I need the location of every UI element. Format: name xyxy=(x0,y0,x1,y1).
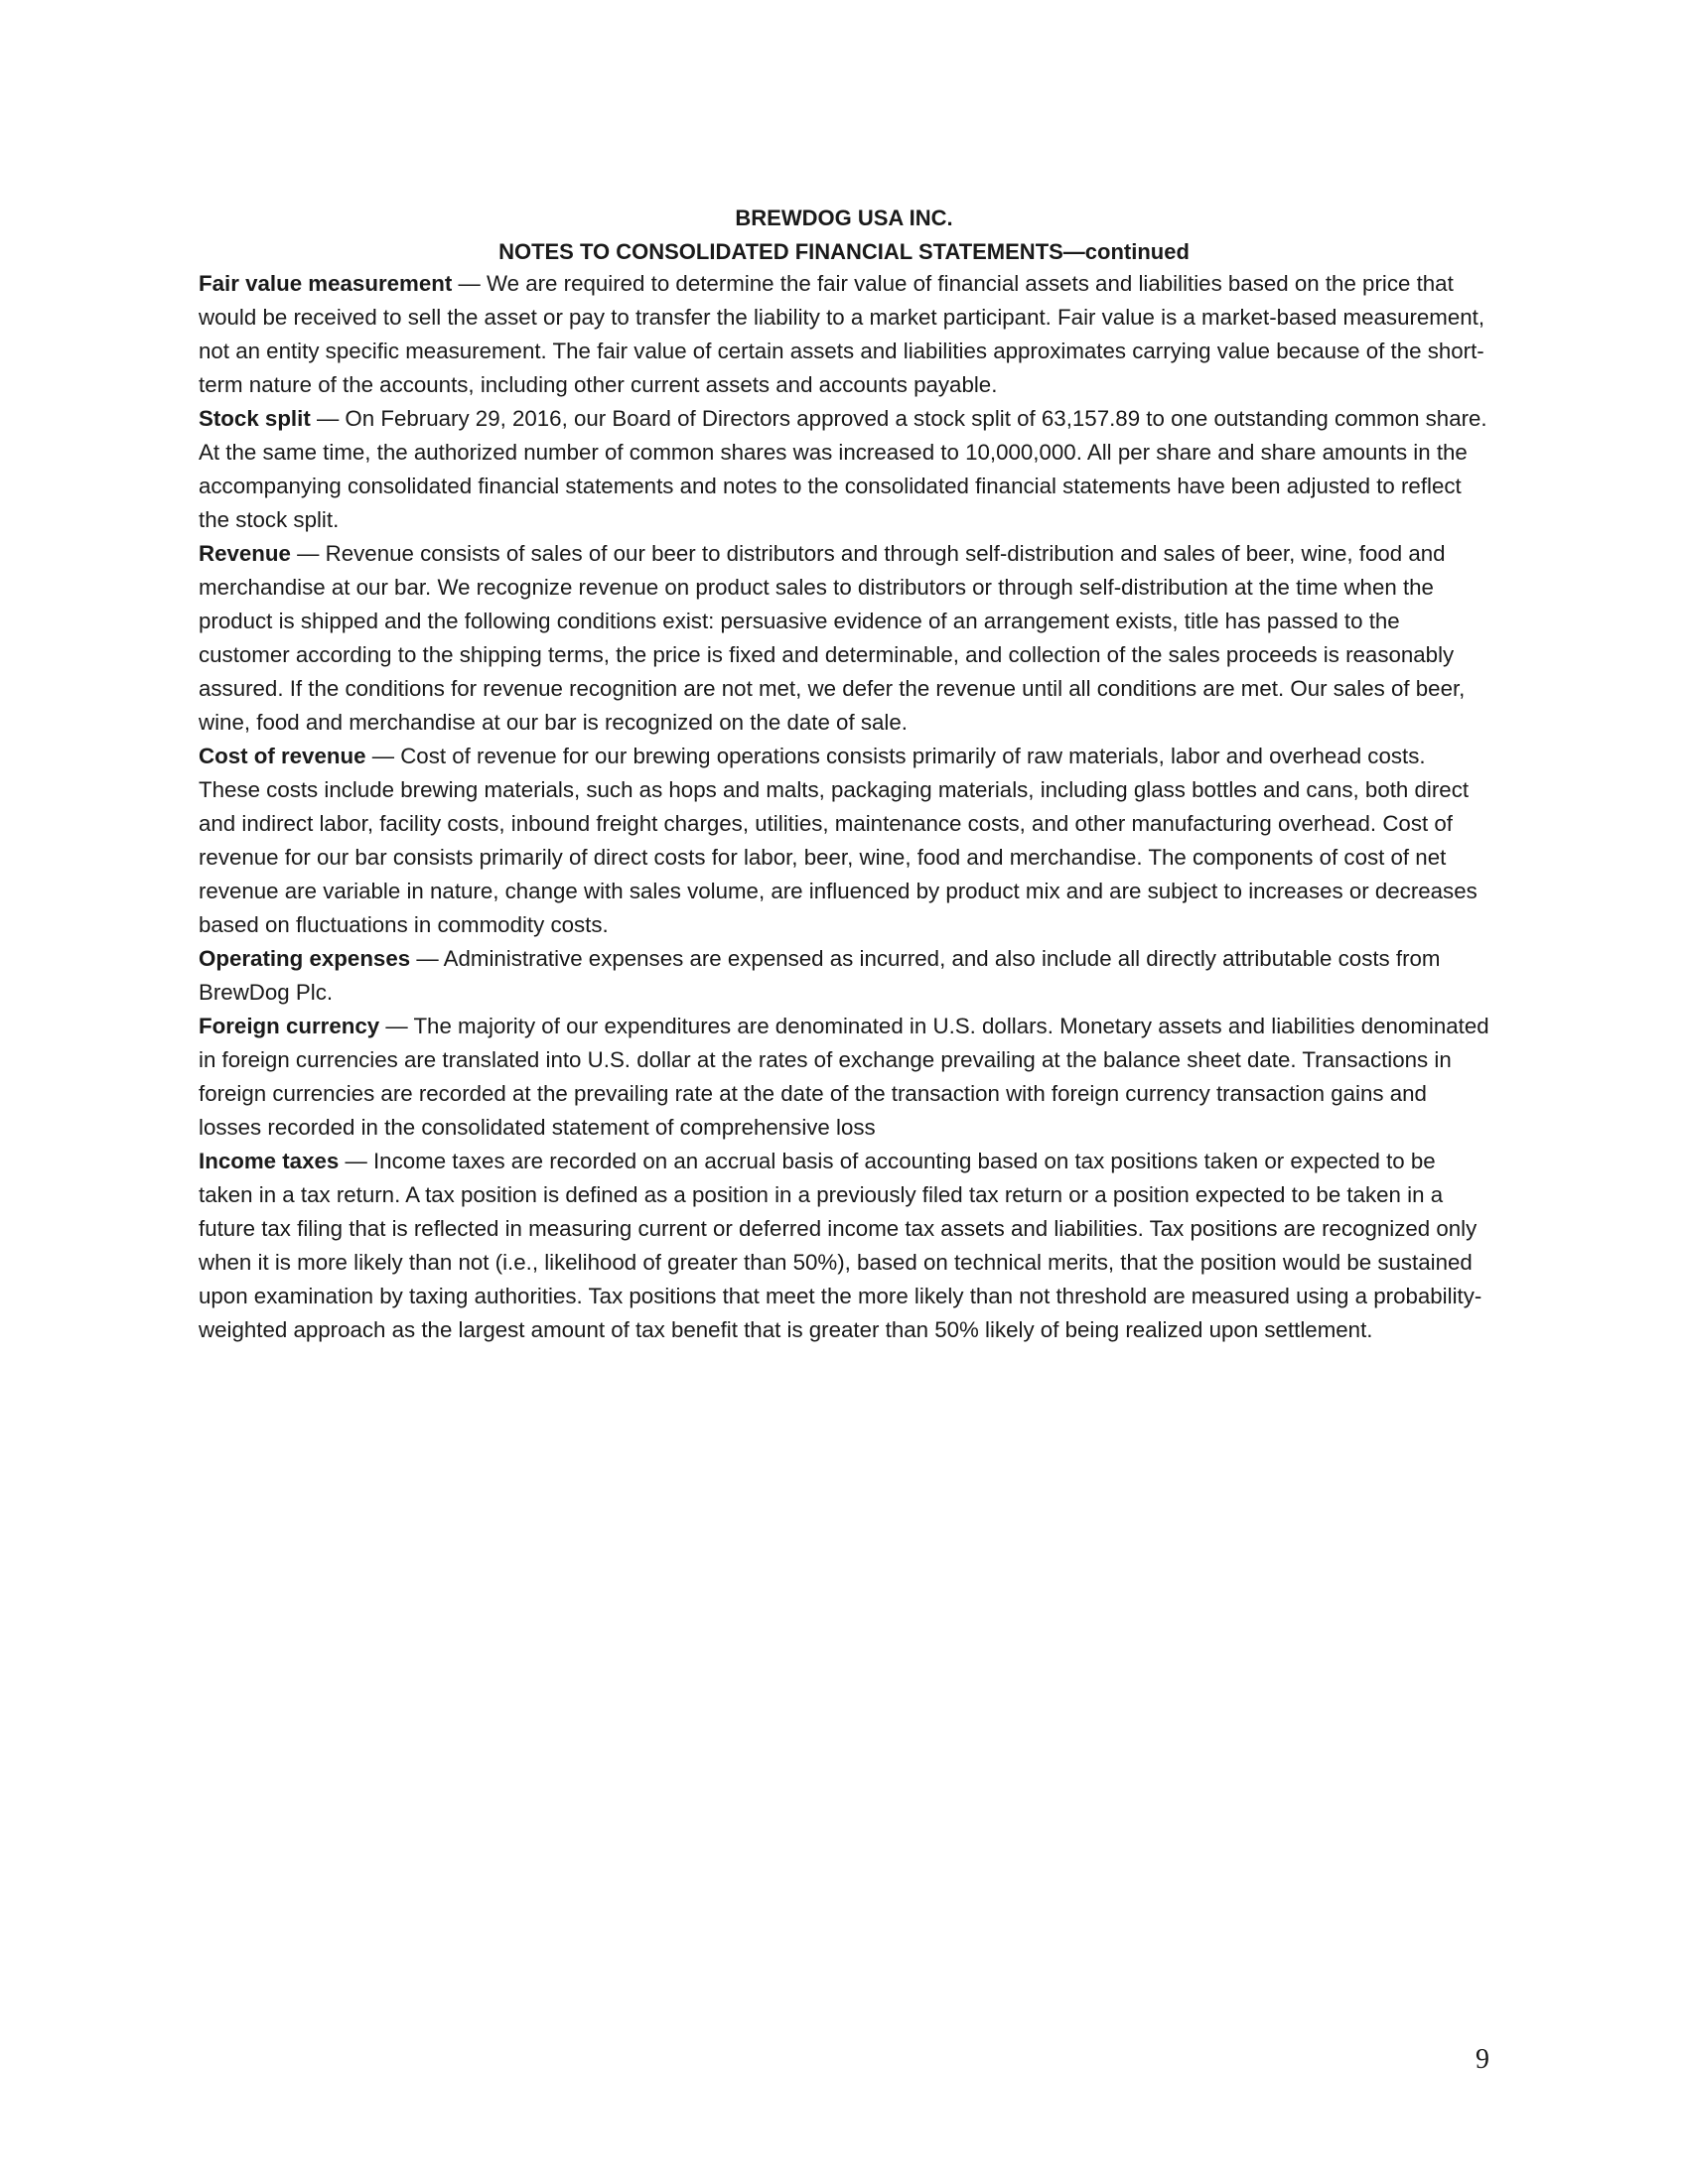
note-income-taxes xyxy=(199,1145,1489,1347)
note-term: Stock split xyxy=(199,406,311,431)
note-operating-expenses xyxy=(199,942,1489,1010)
note-cost-of-revenue xyxy=(199,740,1489,942)
note-term: Revenue xyxy=(199,541,291,566)
note-stock-split xyxy=(199,402,1489,537)
note-text: — Administrative expenses are expensed as incurred, and also include all directly attributable costs from BrewDog Plc. xyxy=(199,946,1441,1005)
note-foreign-currency xyxy=(199,1010,1489,1145)
page-title: NOTES TO CONSOLIDATED FINANCIAL STATEMENTS—continued xyxy=(498,239,1190,264)
note-term: Income taxes xyxy=(199,1149,340,1173)
note-text: — On February 29, 2016, our Board of Directors approved a stock split of 63,157.89 to one outstanding common share. At the same time, the authorized number of common shares was increased to 10,000,000. All per share and share amounts in the accompanying consolidated financial statements and notes to the consolidated financial statements have been adjusted to reflect the stock split. xyxy=(199,406,1487,532)
note-revenue xyxy=(199,537,1489,740)
note-term: Cost of revenue xyxy=(199,744,366,768)
page-number: 9 xyxy=(1476,2044,1489,2075)
company-name: BREWDOG USA INC. xyxy=(735,205,953,230)
note-text: — We are required to determine the fair value of financial assets and liabilities based on the price that would be received to sell the asset or pay to transfer the liability to a market participant. Fair value is a market-based measurement, not an entity specific measurement. The fair value of certain assets and liabilities approximates carrying value because of the short-term nature of the accounts, including other current assets and accounts payable. xyxy=(199,271,1485,397)
note-text: — Income taxes are recorded on an accrual basis of accounting based on tax positions taken or expected to be taken in a tax return. A tax position is defined as a position in a previously filed tax return or a position expected to be taken in a future tax filing that is reflected in measuring current or deferred income tax assets and liabilities. Tax positions are recognized only when it is more likely than not (i.e., likelihood of greater than 50%), based on technical merits, that the position would be sustained upon examination by taxing authorities. Tax positions that meet the more likely than not threshold are measured using a probability-weighted approach as the largest amount of tax benefit that is greater than 50% likely of being realized upon settlement. xyxy=(199,1149,1482,1342)
note-term: Operating expenses xyxy=(199,946,411,971)
note-term: Foreign currency xyxy=(199,1014,380,1038)
note-text: — The majority of our expenditures are denominated in U.S. dollars. Monetary assets and liabilities denominated in foreign currencies are translated into U.S. dollar at the rates of exchange prevailing at the balance sheet date. Transactions in foreign currencies are recorded at the prevailing rate at the date of the transaction with foreign currency transaction gains and losses recorded in the consolidated statement of comprehensive loss xyxy=(199,1014,1489,1140)
note-fair-value-measurement xyxy=(199,267,1489,402)
notes-body xyxy=(199,267,1489,1347)
note-text: — Revenue consists of sales of our beer to distributors and through self-distribution and sales of beer, wine, food and merchandise at our bar. We recognize revenue on product sales to distributors or through self-distribution at the time when the product is shipped and the following conditions exist: persuasive evidence of an arrangement exists, title has passed to the customer according to the shipping terms, the price is fixed and determinable, and collection of the sales proceeds is reasonably assured. If the conditions for revenue recognition are not met, we defer the revenue until all conditions are met. Our sales of beer, wine, food and merchandise at our bar is recognized on the date of sale. xyxy=(199,541,1466,735)
note-text: — Cost of revenue for our brewing operations consists primarily of raw materials, labor and overhead costs. These costs include brewing materials, such as hops and malts, packaging materials, including glass bottles and cans, both direct and indirect labor, facility costs, inbound freight charges, utilities, maintenance costs, and other manufacturing overhead. Cost of revenue for our bar consists primarily of direct costs for labor, beer, wine, food and merchandise. The components of cost of net revenue are variable in nature, change with sales volume, are influenced by product mix and are subject to increases or decreases based on fluctuations in commodity costs. xyxy=(199,744,1477,937)
note-term: Fair value measurement xyxy=(199,271,453,296)
